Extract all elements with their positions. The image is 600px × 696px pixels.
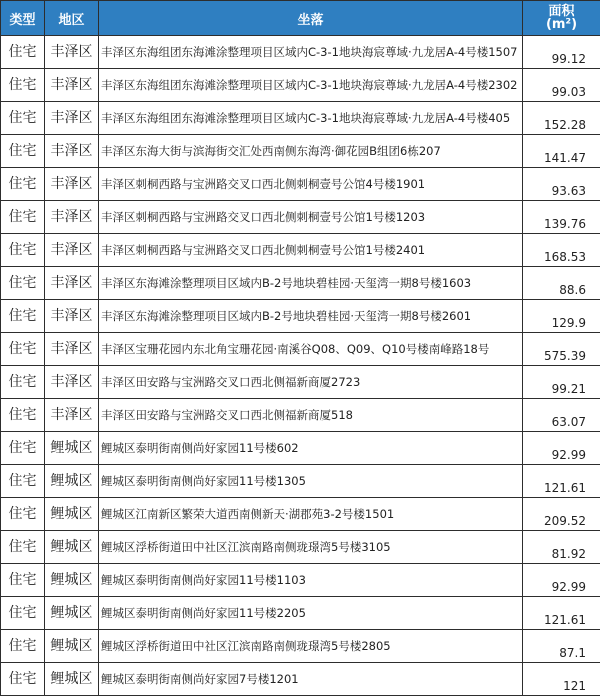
cell-area: 92.99 bbox=[523, 432, 600, 465]
cell-district: 丰泽区 bbox=[45, 168, 99, 201]
cell-location: 丰泽区东海组团东海滩涂整理项目区域内C-3-1地块海宸尊域·九龙居A-4号楼2302 bbox=[99, 69, 523, 102]
cell-type: 住宅 bbox=[1, 102, 45, 135]
cell-location: 丰泽区田安路与宝洲路交叉口西北侧福新商厦518 bbox=[99, 399, 523, 432]
cell-location: 鲤城区泰明街南侧尚好家园11号楼1305 bbox=[99, 465, 523, 498]
header-area bbox=[523, 1, 600, 36]
cell-area: 99.03 bbox=[523, 69, 600, 102]
header-area-unit: (m²) bbox=[525, 18, 598, 31]
cell-type: 住宅 bbox=[1, 36, 45, 69]
cell-location: 丰泽区宝珊花园内东北角宝珊花园·南溪谷Q08、Q09、Q10号楼南峰路18号 bbox=[99, 333, 523, 366]
cell-location: 丰泽区田安路与宝洲路交叉口西北侧福新商厦2723 bbox=[99, 366, 523, 399]
table-row bbox=[1, 234, 600, 267]
table-row bbox=[1, 69, 600, 102]
header-location: 坐落 bbox=[99, 1, 523, 36]
cell-location: 丰泽区刺桐西路与宝洲路交叉口西北侧刺桐壹号公馆4号楼1901 bbox=[99, 168, 523, 201]
cell-area: 63.07 bbox=[523, 399, 600, 432]
cell-area: 139.76 bbox=[523, 201, 600, 234]
table-row bbox=[1, 597, 600, 630]
cell-district: 丰泽区 bbox=[45, 69, 99, 102]
cell-location: 丰泽区东海组团东海滩涂整理项目区域内C-3-1地块海宸尊域·九龙居A-4号楼1507 bbox=[99, 36, 523, 69]
table-row bbox=[1, 630, 600, 663]
cell-location: 丰泽区东海大街与滨海街交汇处西南侧东海湾·御花园B组团6栋207 bbox=[99, 135, 523, 168]
table-row bbox=[1, 663, 600, 696]
cell-location: 鲤城区泰明街南侧尚好家园7号楼1201 bbox=[99, 663, 523, 696]
cell-location: 鲤城区浮桥街道田中社区江滨南路南侧珑璟湾5号楼2805 bbox=[99, 630, 523, 663]
table-row bbox=[1, 135, 600, 168]
cell-type: 住宅 bbox=[1, 234, 45, 267]
cell-district: 鲤城区 bbox=[45, 432, 99, 465]
cell-area: 575.39 bbox=[523, 333, 600, 366]
header-district: 地区 bbox=[45, 1, 99, 36]
cell-location: 鲤城区浮桥街道田中社区江滨南路南侧珑璟湾5号楼3105 bbox=[99, 531, 523, 564]
cell-district: 丰泽区 bbox=[45, 234, 99, 267]
cell-district: 丰泽区 bbox=[45, 135, 99, 168]
table-row bbox=[1, 300, 600, 333]
cell-location: 鲤城区江南新区繁荣大道西南侧新天·湖郡苑3-2号楼1501 bbox=[99, 498, 523, 531]
cell-type: 住宅 bbox=[1, 564, 45, 597]
cell-district: 鲤城区 bbox=[45, 564, 99, 597]
cell-location: 丰泽区东海滩涂整理项目区域内B-2号地块碧桂园·天玺湾一期8号楼1603 bbox=[99, 267, 523, 300]
cell-district: 丰泽区 bbox=[45, 267, 99, 300]
cell-area: 121.61 bbox=[523, 465, 600, 498]
cell-area: 141.47 bbox=[523, 135, 600, 168]
cell-type: 住宅 bbox=[1, 366, 45, 399]
cell-location: 丰泽区东海组团东海滩涂整理项目区域内C-3-1地块海宸尊域·九龙居A-4号楼405 bbox=[99, 102, 523, 135]
cell-location: 丰泽区东海滩涂整理项目区域内B-2号地块碧桂园·天玺湾一期8号楼2601 bbox=[99, 300, 523, 333]
cell-district: 鲤城区 bbox=[45, 465, 99, 498]
cell-area: 93.63 bbox=[523, 168, 600, 201]
cell-type: 住宅 bbox=[1, 135, 45, 168]
cell-type: 住宅 bbox=[1, 531, 45, 564]
table-row bbox=[1, 498, 600, 531]
cell-district: 丰泽区 bbox=[45, 366, 99, 399]
table-row bbox=[1, 564, 600, 597]
cell-district: 丰泽区 bbox=[45, 300, 99, 333]
cell-location: 丰泽区刺桐西路与宝洲路交叉口西北侧刺桐壹号公馆1号楼2401 bbox=[99, 234, 523, 267]
cell-location: 丰泽区刺桐西路与宝洲路交叉口西北侧刺桐壹号公馆1号楼1203 bbox=[99, 201, 523, 234]
cell-type: 住宅 bbox=[1, 597, 45, 630]
cell-area: 88.6 bbox=[523, 267, 600, 300]
cell-type: 住宅 bbox=[1, 201, 45, 234]
cell-type: 住宅 bbox=[1, 399, 45, 432]
cell-district: 丰泽区 bbox=[45, 102, 99, 135]
cell-district: 鲤城区 bbox=[45, 597, 99, 630]
table-row bbox=[1, 465, 600, 498]
cell-district: 鲤城区 bbox=[45, 531, 99, 564]
table-row bbox=[1, 36, 600, 69]
cell-type: 住宅 bbox=[1, 267, 45, 300]
cell-area: 92.99 bbox=[523, 564, 600, 597]
cell-type: 住宅 bbox=[1, 333, 45, 366]
table-row bbox=[1, 333, 600, 366]
table-row bbox=[1, 267, 600, 300]
cell-type: 住宅 bbox=[1, 630, 45, 663]
cell-type: 住宅 bbox=[1, 498, 45, 531]
table-row bbox=[1, 531, 600, 564]
cell-type: 住宅 bbox=[1, 663, 45, 696]
cell-district: 丰泽区 bbox=[45, 333, 99, 366]
table-row bbox=[1, 366, 600, 399]
table-body bbox=[1, 36, 600, 696]
table-row bbox=[1, 399, 600, 432]
cell-type: 住宅 bbox=[1, 69, 45, 102]
header-type: 类型 bbox=[1, 1, 45, 36]
cell-area: 87.1 bbox=[523, 630, 600, 663]
table-row bbox=[1, 102, 600, 135]
header-row bbox=[1, 1, 600, 36]
cell-area: 81.92 bbox=[523, 531, 600, 564]
cell-type: 住宅 bbox=[1, 432, 45, 465]
cell-area: 168.53 bbox=[523, 234, 600, 267]
cell-location: 鲤城区泰明街南侧尚好家园11号楼1103 bbox=[99, 564, 523, 597]
cell-district: 丰泽区 bbox=[45, 201, 99, 234]
cell-type: 住宅 bbox=[1, 300, 45, 333]
cell-district: 丰泽区 bbox=[45, 36, 99, 69]
cell-location: 鲤城区泰明街南侧尚好家园11号楼2205 bbox=[99, 597, 523, 630]
table-row bbox=[1, 432, 600, 465]
cell-area: 152.28 bbox=[523, 102, 600, 135]
cell-area: 99.21 bbox=[523, 366, 600, 399]
cell-area: 129.9 bbox=[523, 300, 600, 333]
cell-district: 鲤城区 bbox=[45, 630, 99, 663]
table-row bbox=[1, 201, 600, 234]
cell-area: 99.12 bbox=[523, 36, 600, 69]
cell-area: 121.61 bbox=[523, 597, 600, 630]
table-row bbox=[1, 168, 600, 201]
cell-location: 鲤城区泰明街南侧尚好家园11号楼602 bbox=[99, 432, 523, 465]
cell-district: 丰泽区 bbox=[45, 399, 99, 432]
header-area-label: 面积 bbox=[525, 5, 598, 18]
cell-district: 鲤城区 bbox=[45, 663, 99, 696]
cell-area: 209.52 bbox=[523, 498, 600, 531]
cell-type: 住宅 bbox=[1, 168, 45, 201]
cell-area: 121 bbox=[523, 663, 600, 696]
cell-district: 鲤城区 bbox=[45, 498, 99, 531]
cell-type: 住宅 bbox=[1, 465, 45, 498]
